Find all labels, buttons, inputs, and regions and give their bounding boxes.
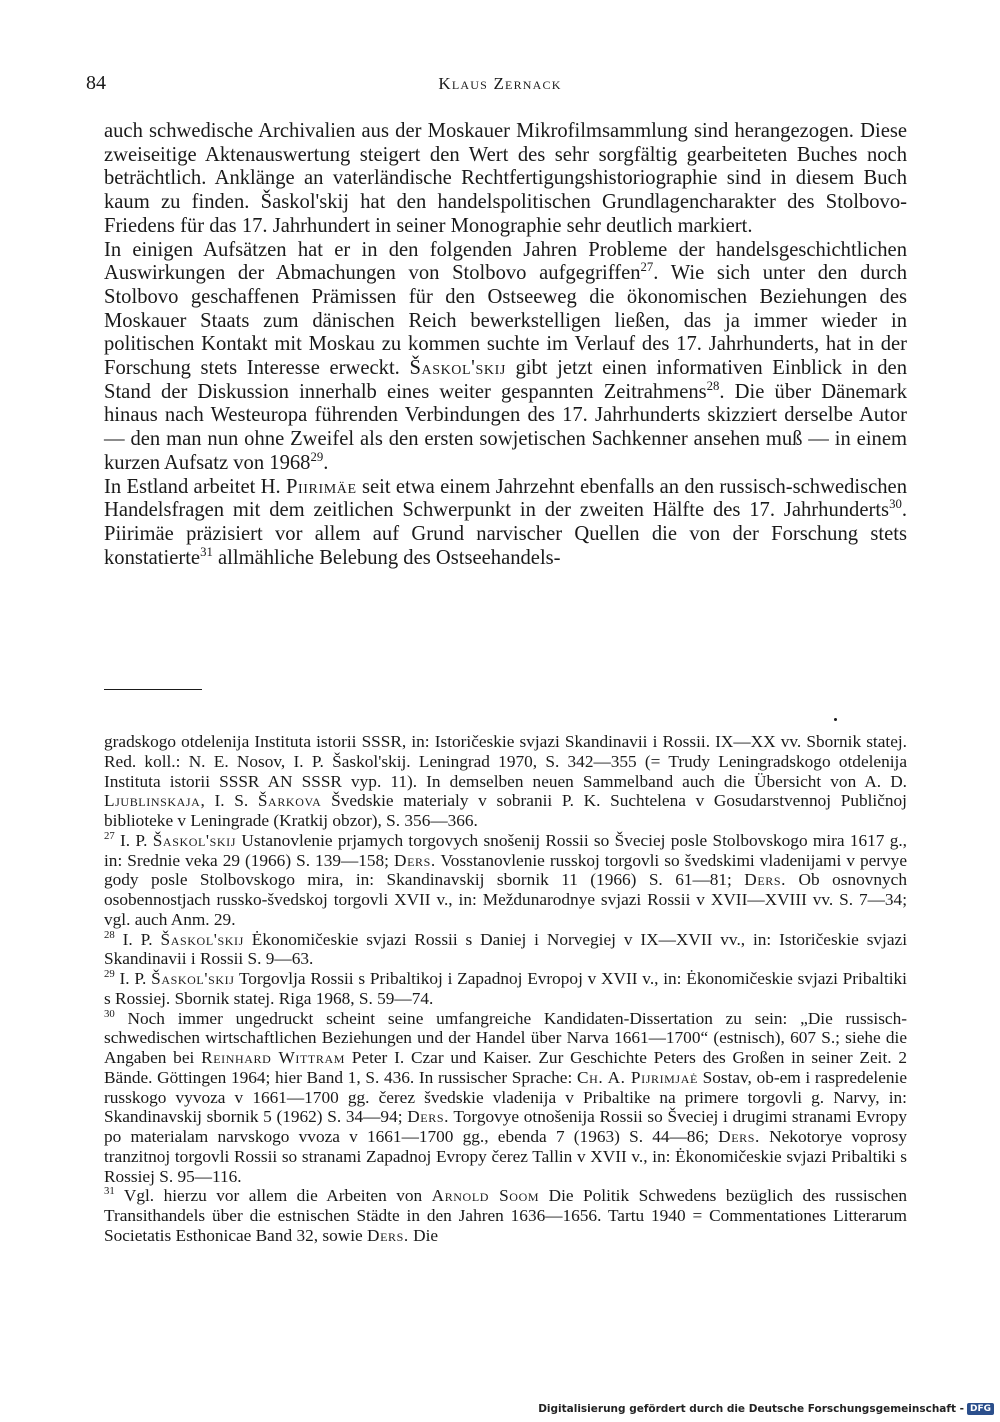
text-span: gibt jetzt einen informativen Einblick in den Stand der Diskussion innerhalb eines weiter gespannten Zeitrahmens <box>104 357 907 403</box>
text-span: , I. S. <box>200 791 258 811</box>
author-name: Šaskol'skij <box>409 357 506 380</box>
author-name: Ch. A. Pijrimjaė <box>576 1067 698 1087</box>
author-name: Reinhard Wittram <box>201 1048 346 1067</box>
footnote-ref-27[interactable]: 27 <box>640 260 654 275</box>
text-span: I. P. <box>114 830 153 850</box>
text-span: Ustanovlenie prjamych torgovych snošenij Rossii so Šveciej posle Stolbovskogo mira 1617 g., in: Srednie veka 29 (1966) S. 139—158; <box>104 830 907 870</box>
author-name: Ljublinskaja <box>104 791 201 811</box>
text-span: Torgovye otnošenija Rossii so Šveciej i drugimi stranami Evropy po materialam narvskogo vvoza v 1661—1700 gg., ebenda 7 (1963) S. 44—86; <box>104 1107 907 1146</box>
footnote-30 <box>104 1009 907 1187</box>
text-span: Vosstanovlenie russkoj torgovli so švedskimi vladenijami v pervye gody posle Stolbovskogo mira, in: Skandinavskij sbornik 11 (1966) S. 61—81; <box>104 850 907 890</box>
text-span: Die Politik Schwedens bezüglich des russischen Transithandels über die estnischen Städte in den Jahren 1636—1656. Tartu 1940 = Commentationes Litterarum Societatis Esthonicae Band 32, sowie <box>104 1186 907 1245</box>
footnote-ref-28[interactable]: 28 <box>706 378 720 393</box>
text-span: In einigen Aufsätzen hat er in den folgenden Jahren Probleme der handelsgeschichtlichen Auswirkungen der Abmachungen von Stolbovo aufgegriffen <box>104 238 907 285</box>
text-span: Ob osnovnych osobennostjach russko-švedskoj torgovli XVII v., in: Meždunarodnye svjazi Rossii v XVII—XVIII vv. S. 7—34; vgl. auch Anm. 29. <box>104 870 907 929</box>
author-name: Arnold Soom <box>431 1186 540 1206</box>
text-span: Die <box>408 1225 439 1245</box>
text-span: Peter I. Czar und Kaiser. Zur Geschichte Peters des Großen in seiner Zeit. 2 Bände. Göttingen 1964; hier Band 1, S. 436. In russischer Sprache: <box>104 1048 908 1087</box>
author-name: Šarkova <box>257 791 322 811</box>
text-span: . Wie sich unter den durch Stolbovo geschaffenen Prämissen für den Ostseeweg die ökonomischen Beziehungen des Moskauer Staats zum dänischen Reich bewerkstelligen ließen, das ja immer wieder in politischen Kontakt mit Moskau zu kommen suchte im Verlauf des 17. Jahrhunderts, hat in der Forschung stets Interesse erweckt. <box>104 262 908 380</box>
text-span: In Estland arbeitet H. <box>104 475 286 498</box>
text-span: I. P. <box>114 969 152 988</box>
footnote-ref-30[interactable]: 30 <box>889 497 902 512</box>
footnote-28 <box>104 930 907 970</box>
author-name: Ders. <box>718 1127 760 1146</box>
paragraph-3 <box>104 476 907 571</box>
text-span: Švedskie materialy v sobranii P. K. Suchtelena v Gosudarstvennoj Publičnoj biblioteke v Leningrade (Kratkij obzor), S. 356—366. <box>104 791 907 830</box>
text-span: I. P. <box>114 929 161 949</box>
text-span: . <box>323 451 329 474</box>
footnote-number: 29 <box>104 968 115 981</box>
footnote-number: 31 <box>104 1185 115 1198</box>
author-name: Piirimäe <box>285 475 357 498</box>
text-span: seit etwa einem Jahrzehnt ebenfalls an den russisch-schwedischen Handelsfragen mit dem zeitlichen Schwerpunkt in der zweiten Hälfte des 17. Jahrhunderts <box>104 475 907 522</box>
paragraph-1: auch schwedische Archivalien aus der Moskauer Mikrofilmsammlung sind herangezogen. Diese zweiseitige Aktenauswertung steigert den Wert des sehr sorgfältig gearbeiteten Buches noch beträchtlich. Anklänge an vaterländische Rechtfertigungshistoriographie sind in diesem Buch kaum zu finden. Šaskol'skij hat den handelspolitischen Grundlagencharakter des Stolbovo-Friedens für das 17. Jahrhundert in seiner Monographie sehr deutlich markiert. <box>104 120 907 237</box>
text-span: Nekotorye voprosy tranzitnoj torgovli Rossii so stranami Zapadnoj Evropy čerez Tallin v XVII v., in: Ėkonomičeskie svjazi Pribaltiki s Rossiej S. 95—116. <box>104 1127 908 1186</box>
footnote-27 <box>104 831 907 930</box>
footnote-continuation <box>104 732 907 831</box>
text-span: Torgovlja Rossii s Pribaltikoj i Zapadnoj Evropoj v XVII v., in: Ėkonomičeskie svjazi Pribaltiki s Rossiej. Sbornik statej. Riga 1968, S. 59—74. <box>104 969 907 1008</box>
footnote-number: 27 <box>104 829 115 842</box>
footer-text: Digitalisierung gefördert durch die Deutsche Forschungsgemeinschaft - <box>538 1403 964 1415</box>
author-name: Ders. <box>744 870 787 890</box>
footnote-ref-31[interactable]: 31 <box>200 544 213 559</box>
author-name: Šaskol'skij <box>160 929 244 949</box>
author-name: Šaskol'skij <box>152 830 237 850</box>
text-span: . Piirimäe präzisiert vor allem auf Grund narvischer Quellen die von der Forschung stets konstatierte <box>104 499 907 569</box>
author-name: Ders. <box>407 1107 450 1127</box>
footnote-separator <box>104 689 202 690</box>
footnote-number: 30 <box>104 1007 115 1020</box>
speck <box>834 718 837 721</box>
author-name: Ders. <box>367 1225 409 1245</box>
footnote-31 <box>104 1186 907 1245</box>
text-span: Noch immer ungedruckt scheint seine umfangreiche Kandidaten-Dissertation zu sein: „Die russisch-schwedischen wirtschaftlichen Beziehungen und der Handel über Narva 1661—1700“ (estnisch), 607 S.; siehe die Angaben bei <box>104 1008 907 1067</box>
main-text <box>104 120 907 570</box>
digitization-footer <box>538 1403 994 1415</box>
text-span: Ėkonomičeskie svjazi Rossii s Daniej i Norvegiej v IX—XVII vv., in: Istoričeskie svjazi Skandinavii i Rossii S. 9—63. <box>104 929 907 969</box>
paragraph-2 <box>104 239 907 476</box>
footnote-29 <box>104 969 907 1009</box>
footnotes <box>104 732 907 1246</box>
text-span: Vgl. hierzu vor allem die Arbeiten von <box>114 1186 432 1206</box>
author-name: Šaskol'skij <box>151 969 235 988</box>
text-span: . Die über Dänemark hinaus nach Westeuropa führenden Verbindungen des 17. Jahrhunderts skizziert derselbe Autor — den man nun ohne Zweifel als den ersten sowjetischen Sachkenner ansehen muß — in einem kurzen Aufsatz von 1968 <box>104 380 907 474</box>
text-span: Sostav, ob-em i raspredelenie russkogo vyvoza v 1661—1700 gg. čerez švedskie vladenija v Pribaltike na primere torgovli g. Narvy, in: Skandinavskij sbornik 5 (1962) S. 34—94; <box>104 1067 907 1127</box>
text-span: gradskogo otdelenija Instituta istorii SSSR, in: Istoričeskie svjazi Skandinavii i Rossii. IX—XX vv. Sbornik statej. Red. koll.: N. E. Nosov, I. P. Šaskol'skij. Leningrad 1970, S. 342—355 (= Trudy Leningradskogo otdelenija Instituta istorii SSSR AN SSSR vyp. 11). In demselben neuen Sammelband auch die Übersicht von A. D. <box>104 732 907 791</box>
running-head: Klaus Zernack <box>438 74 562 93</box>
footnote-number: 28 <box>104 928 115 941</box>
footnote-ref-29[interactable]: 29 <box>310 449 324 464</box>
author-name: Ders. <box>394 850 436 870</box>
dfg-logo: DFG <box>967 1403 994 1415</box>
text-span: allmähliche Belebung des Ostseehandels- <box>212 546 561 569</box>
page-number: 84 <box>86 72 106 94</box>
